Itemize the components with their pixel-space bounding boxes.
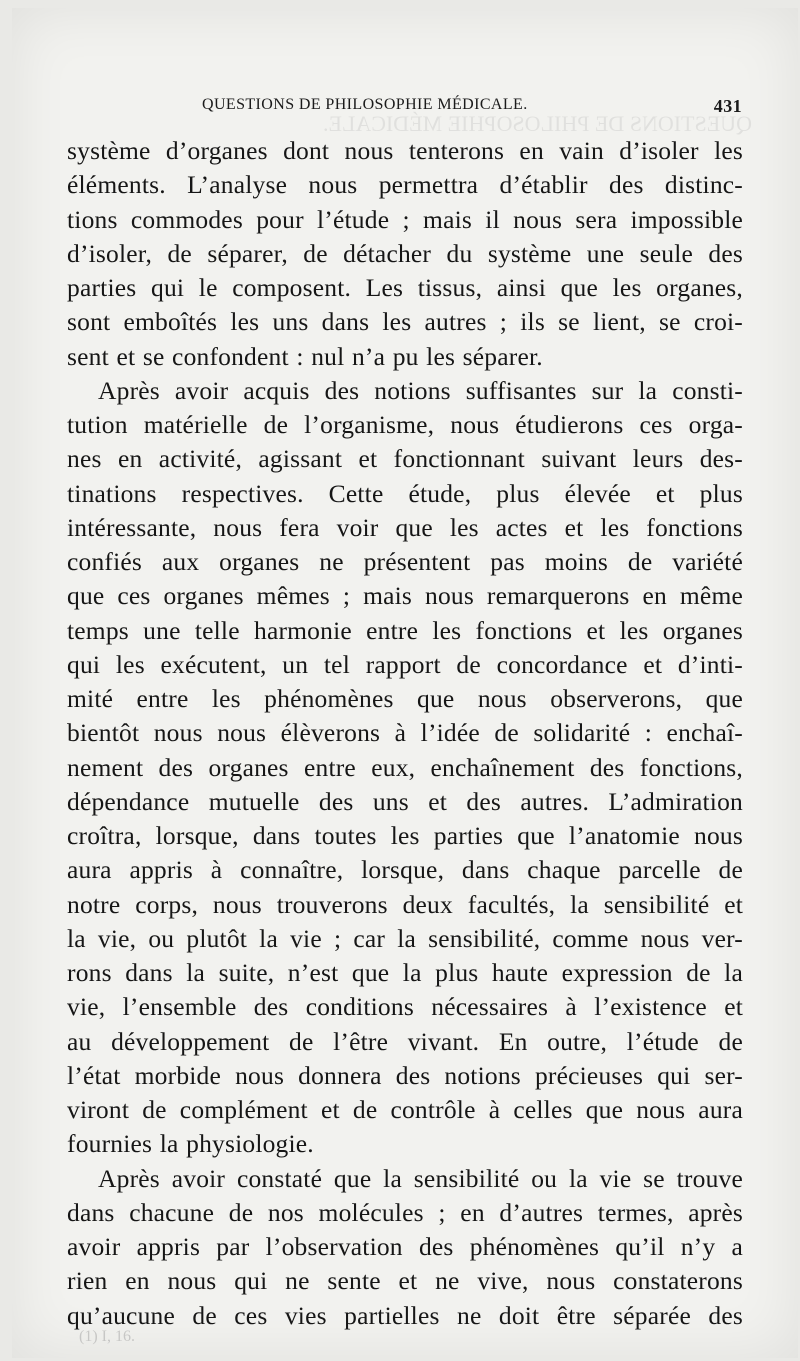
text-line: nement des organes entre eux, enchaînement des fonctions, [67,752,743,782]
text-line: qui les exécutent, un tel rapport de concordance et d’inti- [67,649,743,679]
text-line: éléments. L’analyse nous permettra d’établir des distinc- [67,170,743,200]
text-line: sent et se confondent : nul n’a pu les séparer. [67,341,543,371]
text-line: système d’organes dont nous tenterons en vain d’isoler les [67,136,743,165]
text-line: au développement de l’être vivant. En outre, l’étude de [67,1026,743,1056]
text-line: temps une telle harmonie entre les fonctions et les organes [67,615,743,645]
bleed-through-text: QUESTIONS DE PHILOSOPHIE MÉDICALE. [323,111,752,136]
paragraph-3 [67,1162,743,1333]
text-line: sont emboîtés les uns dans les autres ; ils se lient, se croi- [67,307,743,337]
text-line: rien en nous qui ne sente et ne vive, nous constaterons [67,1266,743,1296]
text-line: avoir appris par l’observation des phénomènes qu’il n’y a [67,1232,743,1261]
body-text [67,134,743,1333]
text-line: Après avoir acquis des notions suffisantes sur la consti- [98,375,743,405]
text-line: tions commodes pour l’étude ; mais il nous sera impossible [67,204,743,234]
text-line: que ces organes mêmes ; mais nous remarquerons en même [67,581,743,611]
text-line: bientôt nous nous élèverons à l’idée de solidarité : enchaî- [67,718,743,748]
text-line: mité entre les phénomènes que nous observerons, que [67,684,743,713]
text-line: dans chacune de nos molécules ; en d’autres termes, après [67,1197,743,1227]
text-line: dépendance mutuelle des uns et des autres. L’admiration [67,786,743,816]
text-line: parties qui le composent. Les tissus, ainsi que les organes, [67,273,743,302]
text-line: confiés aux organes ne présentent pas moins de variété [67,547,743,576]
text-line: fournies la physiologie. [67,1129,314,1159]
paragraph-1 [67,134,743,374]
paragraph-2 [67,374,743,1162]
text-line: notre corps, nous trouverons deux facultés, la sensibilité et [67,889,743,919]
text-line: la vie, ou plutôt la vie ; car la sensibilité, comme nous ver- [67,923,743,953]
text-line: tution matérielle de l’organisme, nous étudierons ces orga- [67,410,743,439]
text-line: qu’aucune de ces vies partielles ne doit être séparée des [67,1300,743,1330]
text-line: viront de complément et de contrôle à celles que nous aura [67,1095,743,1124]
text-line: aura appris à connaître, lorsque, dans chaque parcelle de [67,855,743,885]
running-head [202,96,742,117]
text-line: intéressante, nous fera voir que les actes et les fonctions [67,512,743,542]
running-title: QUESTIONS DE PHILOSOPHIE MÉDICALE. [202,96,528,113]
text-line: d’isoler, de séparer, de détacher du système une seule des [67,238,743,268]
text-line: vie, l’ensemble des conditions nécessaires à l’existence et [67,992,743,1022]
page-number: 431 [713,96,742,116]
text-line: Après avoir constaté que la sensibilité ou la vie se trouve [98,1163,743,1193]
text-line: rons dans la suite, n’est que la plus haute expression de la [67,958,743,987]
text-line: l’état morbide nous donnera des notions précieuses qui ser- [67,1060,743,1090]
book-page [12,8,798,1358]
text-line: tinations respectives. Cette étude, plus élevée et plus [67,478,743,508]
footnote-fragment: (1) I, 16. [79,1328,135,1345]
text-line: nes en activité, agissant et fonctionnant suivant leurs des- [67,444,743,474]
text-line: croîtra, lorsque, dans toutes les parties que l’anatomie nous [67,821,743,850]
